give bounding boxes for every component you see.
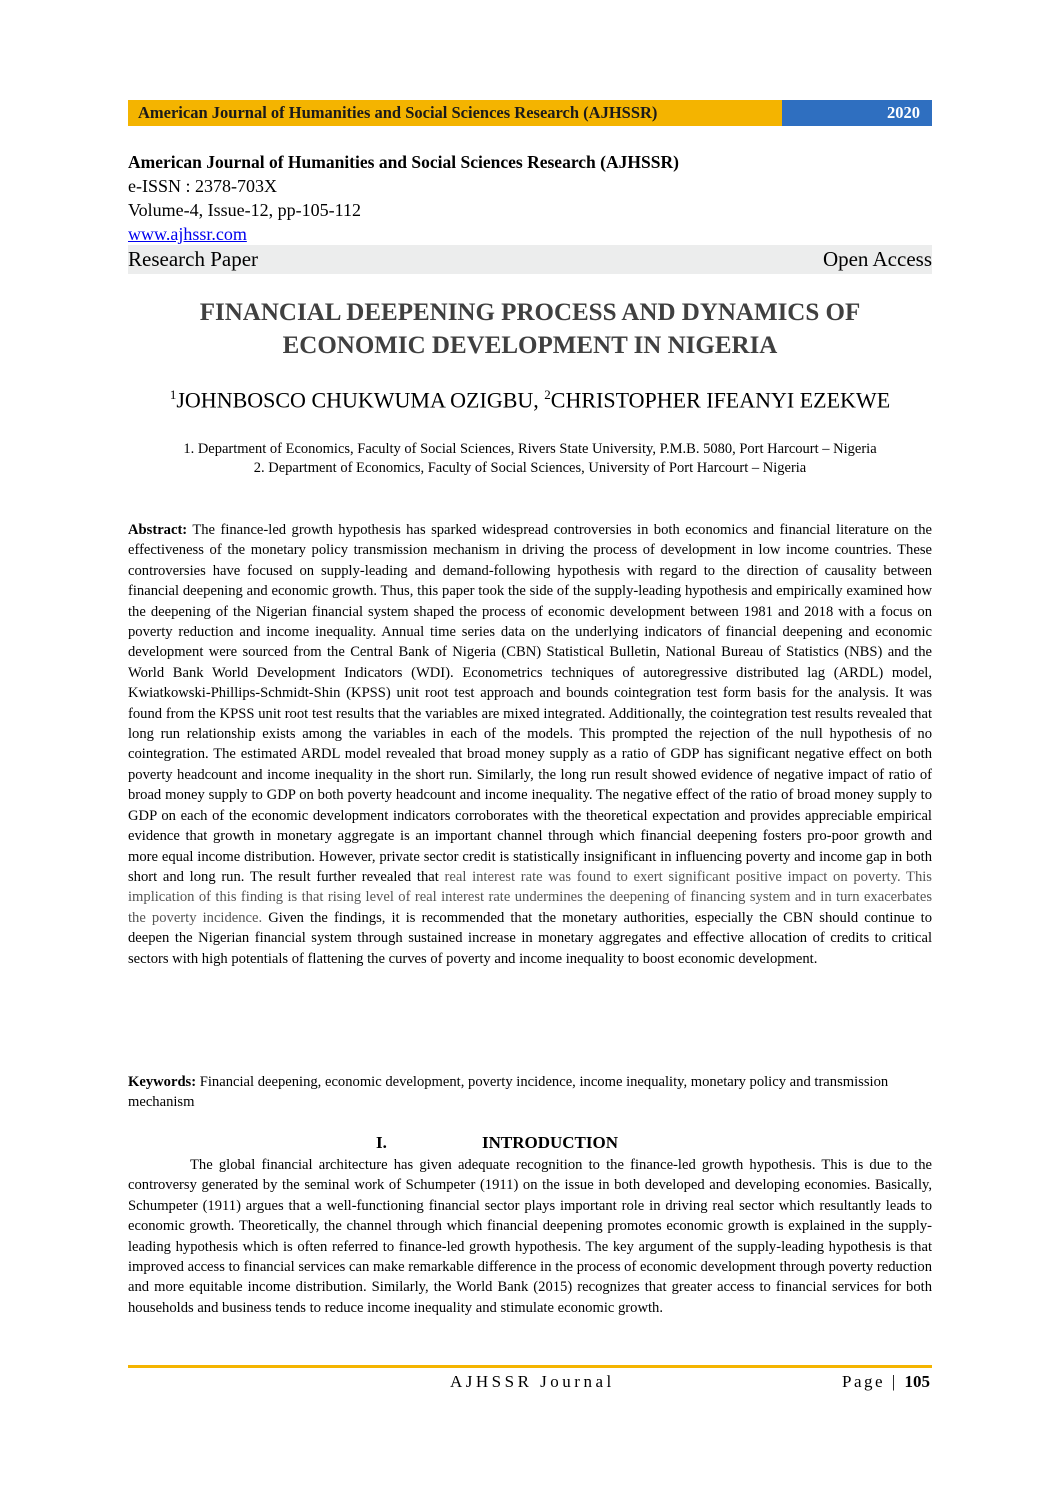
page-footer: [128, 1372, 932, 1396]
footer-page-label: Page |: [842, 1372, 905, 1391]
author-1-marker: 1: [169, 387, 177, 402]
abstract: [128, 520, 932, 969]
meta-journal-name: American Journal of Humanities and Social Sciences Research (AJHSSR): [128, 152, 679, 172]
footer-journal: AJHSSR Journal: [450, 1372, 615, 1391]
paper-type-bar: [128, 245, 932, 274]
footer-divider: [128, 1365, 932, 1368]
paper-type: Research Paper: [128, 247, 259, 271]
affiliation-2: 2. Department of Economics, Faculty of Social Sciences, University of Port Harcourt – Nigeria: [253, 460, 807, 476]
author-2: CHRISTOPHER IFEANYI EZEKWE: [550, 387, 891, 413]
journal-meta: [128, 150, 932, 246]
section-number: I.: [376, 1133, 387, 1152]
keywords-label: Keywords:: [128, 1074, 197, 1090]
abstract-text-highlight: real interest rate was found to exert significant positive impact on poverty. This implication of this finding is that rising level of real interest rate undermines the deepening of financing system and in turn exacerbates the poverty incidence.: [128, 868, 932, 926]
author-1: JOHNBOSCO CHUKWUMA OZIGBU,: [176, 387, 545, 413]
title-line-2: ECONOMIC DEVELOPMENT IN NIGERIA: [282, 332, 778, 359]
meta-website-link[interactable]: www.ajhssr.com: [128, 224, 247, 244]
header-year: 2020: [782, 100, 932, 126]
section-title: INTRODUCTION: [482, 1133, 619, 1152]
author-list: [128, 380, 932, 414]
keywords: [128, 1072, 932, 1113]
access-type: Open Access: [822, 247, 932, 271]
footer-page-number: 105: [904, 1372, 930, 1391]
meta-issn: e-ISSN : 2378-703X: [128, 176, 277, 196]
title-line-1: FINANCIAL DEEPENING PROCESS AND DYNAMICS OF: [199, 299, 861, 326]
paper-title: [128, 296, 932, 362]
abstract-text-part1: The finance-led growth hypothesis has sparked widespread controversies in both economics and financial literature on the effectiveness of the monetary policy transmission mechanism in driving the process of development in low income countries. These controversies have focused on supply-leading and demand-following hypothesis with regard to the direction of causality between financial deepening and economic growth. Thus, this paper took the side of the supply-leading hypothesis and empirically examined how the deepening of the Nigerian financial system shaped the process of economic development between 1981 and 2018 with a focus on poverty reduction and income inequality. Annual time series data on the underlying indicators of financial deepening and economic development were sourced from the Central Bank of Nigeria (CBN) Statistical Bulletin, National Bureau of Statistics (NBS) and the World Bank World Development Indicators (WDI). Econometrics techniques of autoregressive distributed lag (ARDL) model, Kwiatkowski-Phillips-Schmidt-Shin (KPSS) unit root test approach and bounds cointegration test form basis for the analysis. It was found from the KPSS unit root test results that the variables are mixed integrated. Additionally, the cointegration test results revealed that long run relationship exists among the variables in each of the models. This prompted the rejection of the null hypothesis of no cointegration. The estimated ARDL model revealed that broad money supply as a ratio of GDP has significant negative effect on both poverty headcount and income inequality in the short run. Similarly, the long run result showed evidence of negative impact of ratio of broad money supply to GDP on both poverty headcount and income inequality. The negative effect of the ratio of broad money supply to GDP on each of the economic development indicators corroborates with the theoretical expectation and provides appreciable empirical evidence that growth in monetary aggregate is an important channel through which financial deepening fosters pro-poor growth and more equal income distribution. However, private sector credit is statistically insignificant in influencing poverty and income gap in both short and long run. The result further revealed that: [128, 522, 932, 885]
introduction-paragraph: The global financial architecture has given adequate recognition to the finance-led growth hypothesis. This is due to the controversy generated by the seminal work of Schumpeter (1911) on the issue in both developed and developing economies. Basically, Schumpeter (1911) argues that a well-functioning financial sector plays important role in driving real sector which resultantly leads to economic growth. Theoretically, the channel through which financial deepening promotes economic growth is explained in the supply-leading hypothesis which is often referred to finance-led growth hypothesis. The key argument of the supply-leading hypothesis is that improved access to financial services can make remarkable difference in the process of economic development through poverty reduction and more equitable income distribution. Similarly, the World Bank (2015) recognizes that greater access to financial services for both households and business tends to reduce income inequality and stimulate economic growth.: [128, 1157, 932, 1316]
author-2-marker: 2: [544, 387, 551, 402]
affiliation-1: 1. Department of Economics, Faculty of Social Sciences, Rivers State University, P.M.B. 5080, Port Harcourt – Nigeria: [183, 441, 877, 457]
footer-page: [842, 1372, 930, 1392]
header-journal-title: American Journal of Humanities and Social Sciences Research (AJHSSR): [128, 100, 782, 126]
abstract-label: Abstract:: [128, 522, 188, 538]
affiliations: [128, 440, 932, 478]
meta-volume: Volume-4, Issue-12, pp-105-112: [128, 200, 361, 220]
keywords-text: Financial deepening, economic development, poverty incidence, income inequality, monetary policy and transmission mechanism: [128, 1074, 889, 1111]
running-header: [128, 100, 932, 126]
abstract-text-part2: Given the findings, it is recommended that the monetary authorities, especially the CBN should continue to deepen the Nigerian financial system through sustained increase in monetary aggregates and effective allocation of credits to critical sectors with high potentials of flattening the curves of poverty and income inequality to boost economic development.: [128, 909, 933, 967]
